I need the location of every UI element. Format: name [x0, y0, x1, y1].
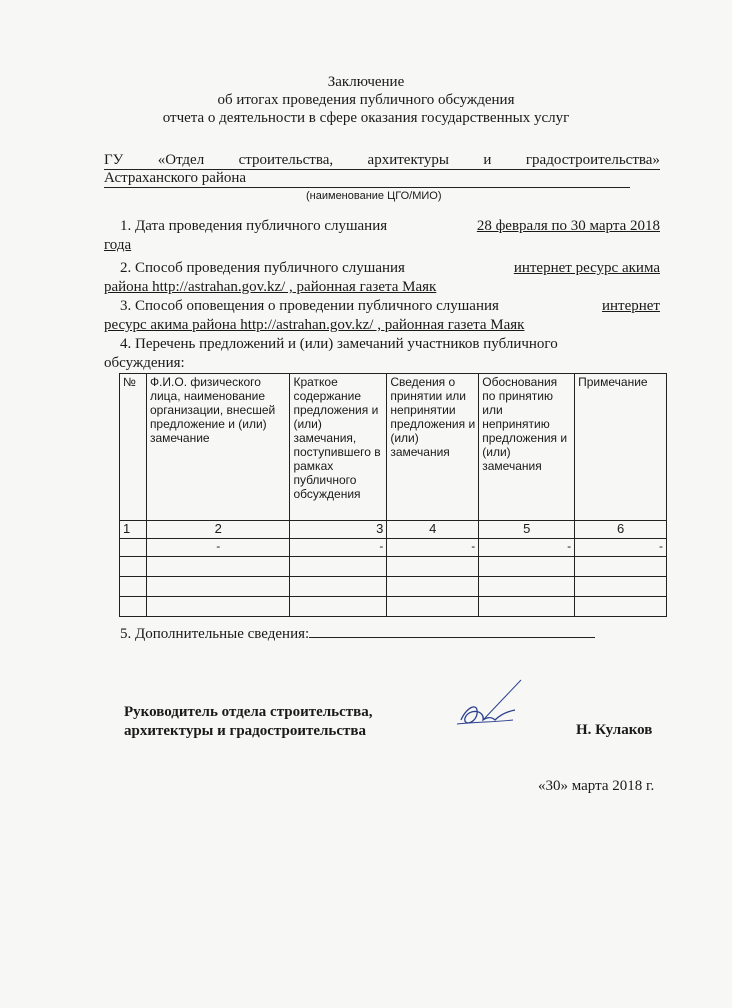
- table-cell: [575, 577, 667, 597]
- proposals-table: [119, 373, 667, 617]
- table-cell: 1: [120, 521, 147, 539]
- p2-prefix: 2. Способ проведения публичного слушания: [120, 260, 405, 276]
- table-header-row: [120, 374, 667, 521]
- org-word: ГУ: [104, 152, 124, 168]
- table-cell: -: [479, 539, 575, 557]
- title-line-3: отчета о деятельности в сфере оказания государственных услуг: [162, 110, 570, 126]
- org-word: градостроительства»: [525, 152, 660, 168]
- paragraph-5: [120, 623, 595, 643]
- table-cell: [479, 557, 575, 577]
- p3-value-cont: ресурс акима района http://astrahan.gov.kz/ , районная газета Маяк: [104, 317, 525, 333]
- handwritten-signature: [455, 676, 535, 736]
- table-row: [120, 597, 667, 617]
- p5-label: 5. Дополнительные сведения:: [120, 626, 310, 642]
- org-word: «Отдел: [157, 152, 205, 168]
- paragraph-1: [104, 217, 660, 255]
- table-cell: [575, 597, 667, 617]
- title-line-2: об итогах проведения публичного обсуждения: [217, 92, 515, 108]
- table-cell: [479, 597, 575, 617]
- org-word: строительства,: [238, 152, 334, 168]
- header-cell-summary: Краткое содержание предложения и (или) замечания, поступившего в рамках публичного обсуждения: [290, 374, 387, 521]
- p1-value-cont: года: [104, 237, 132, 253]
- table-row: [120, 557, 667, 577]
- p3-prefix: 3. Способ оповещения о проведении публичного слушания: [120, 298, 499, 314]
- p4-cont: обсуждения:: [104, 355, 185, 371]
- table-cell: -: [146, 539, 290, 557]
- p2-value-cont: района http://astrahan.gov.kz/ , районная газета Маяк: [104, 279, 437, 295]
- p1-value: 28 февраля по 30 марта 2018: [476, 218, 660, 234]
- paragraph-4: [104, 335, 660, 373]
- table-row: [120, 539, 667, 557]
- header-cell-number: №: [120, 374, 147, 521]
- header-cell-acceptance: Сведения о принятии или непринятии предложения и (или) замечания: [387, 374, 479, 521]
- p4-first: 4. Перечень предложений и (или) замечаний участников публичного: [120, 336, 558, 352]
- organization-caption: (наименование ЦГО/МИО): [306, 190, 442, 202]
- table-cell: [146, 597, 290, 617]
- table-cell: [479, 577, 575, 597]
- p3-value: интернет: [601, 298, 660, 314]
- table-cell: 3: [290, 521, 387, 539]
- table-cell: [290, 557, 387, 577]
- table-cell: [387, 597, 479, 617]
- table-row: [120, 577, 667, 597]
- table-cell: [120, 597, 147, 617]
- header-cell-name: Ф.И.О. физического лица, наименование организации, внесшей предложение и (или) замечание: [146, 374, 290, 521]
- table-cell: 6: [575, 521, 667, 539]
- table-cell: [290, 597, 387, 617]
- table-cell: -: [575, 539, 667, 557]
- table-cell: [290, 577, 387, 597]
- table-cell: 4: [387, 521, 479, 539]
- signatory-position: [124, 703, 372, 741]
- document-title: [0, 73, 732, 127]
- header-cell-note: Примечание: [575, 374, 667, 521]
- table-cell: [146, 577, 290, 597]
- paragraph-3: [104, 297, 660, 335]
- org-word: и: [483, 152, 492, 168]
- table-cell: [387, 557, 479, 577]
- table-cell: [120, 557, 147, 577]
- org-word: архитектуры: [367, 152, 449, 168]
- table-cell: [387, 577, 479, 597]
- title-line-1: Заключение: [327, 74, 405, 90]
- table-cell: [575, 557, 667, 577]
- organization-line-2: Астраханского района: [104, 169, 630, 188]
- table-cell: -: [290, 539, 387, 557]
- paragraph-2: [104, 259, 660, 297]
- table-cell: [146, 557, 290, 577]
- header-cell-justification: Обоснования по принятию или непринятию предложения и (или) замечания: [479, 374, 575, 521]
- p1-prefix: 1. Дата проведения публичного слушания: [120, 218, 388, 234]
- table-number-row: [120, 521, 667, 539]
- table-cell: 2: [146, 521, 290, 539]
- table-cell: 5: [479, 521, 575, 539]
- p5-blank-line: [309, 623, 595, 638]
- position-line-2: архитектуры и градостроительства: [124, 723, 366, 739]
- table-cell: -: [387, 539, 479, 557]
- position-line-1: Руководитель отдела строительства,: [124, 704, 373, 720]
- signatory-name: Н. Кулаков: [576, 722, 653, 738]
- table-cell: [120, 577, 147, 597]
- p2-value: интернет ресурс акима: [513, 260, 660, 276]
- table-cell: [120, 539, 147, 557]
- organization-line-1: [104, 151, 660, 170]
- document-date: «30» марта 2018 г.: [538, 778, 655, 794]
